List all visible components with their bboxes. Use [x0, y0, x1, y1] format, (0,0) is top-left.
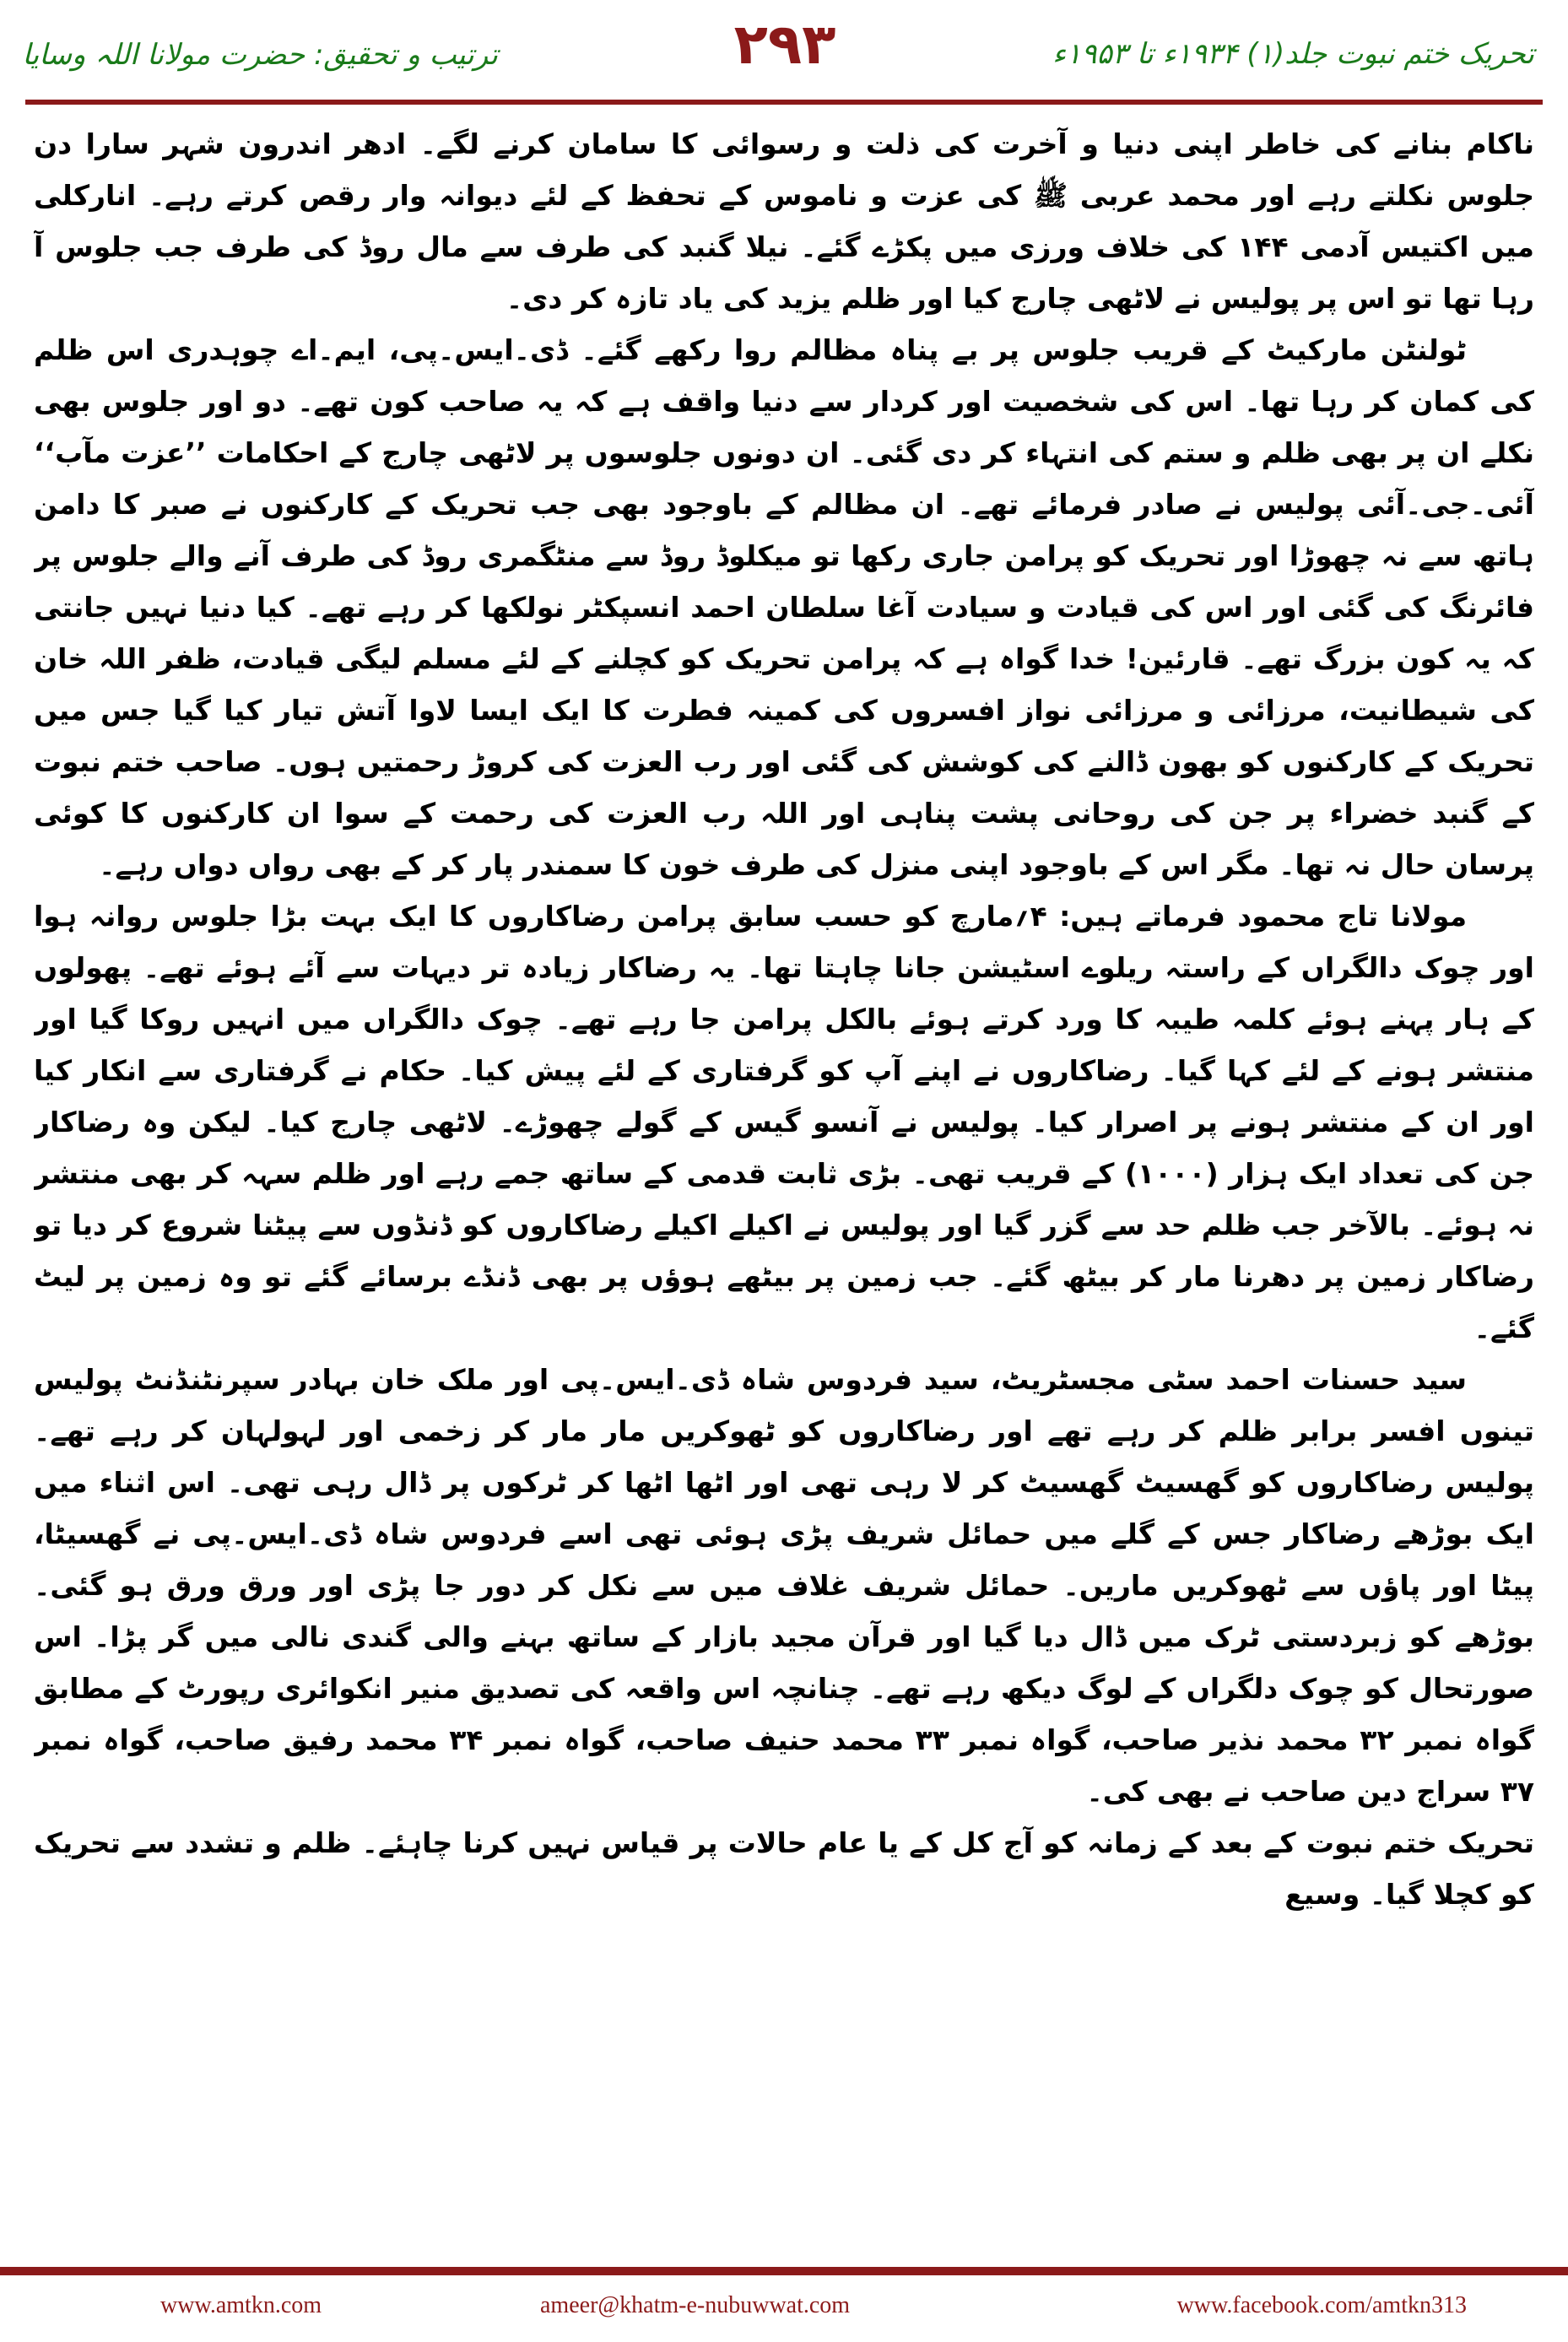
page-header	[0, 0, 1568, 118]
document-body	[34, 118, 1534, 2245]
paragraph-2: ٹولنٹن مارکیٹ کے قریب جلوس پر بے پناہ مظالم روا رکھے گئے۔ ڈی۔ایس۔پی، ایم۔اے چوہدری اس ظلم کی کمان کر رہا تھا۔ اس کی شخصیت اور کردار سے دنیا واقف ہے کہ یہ صاحب کون تھے۔ دو اور جلوس بھی نکلے ان پر بھی ظلم و ستم کی انتہاء کر دی گئی۔ ان دونوں جلوسوں پر لاٹھی چارج کے احکامات ’’عزت مآب‘‘ آئی۔جی۔آئی پولیس نے صادر فرمائے تھے۔ ان مظالم کے باوجود بھی جب تحریک کے کارکنوں نے صبر کا دامن ہاتھ سے نہ چھوڑا اور تحریک کو پرامن جاری رکھا تو میکلوڈ روڈ سے منٹگمری روڈ کی طرف آنے والے جلوس پر فائرنگ کی گئی اور اس کی قیادت و سیادت آغا سلطان احمد انسپکٹر نولکھا کر رہے تھے۔ کیا دنیا نہیں جانتی کہ یہ کون بزرگ تھے۔ قارئین! خدا گواہ ہے کہ پرامن تحریک کو کچلنے کے لئے مسلم لیگی قیادت، ظفر اللہ خان کی شیطانیت، مرزائی و مرزائی نواز افسروں کی کمینہ فطرت کا ایک ایسا لاوا آتش تیار کیا گیا جس میں تحریک کے کارکنوں کو بھون ڈالنے کی کوشش کی گئی اور رب العزت کی کروڑ رحمتیں ہوں۔ صاحب ختم نبوت کے گنبد خضراء پر جن کی روحانی پشت پناہی اور اللہ رب العزت کی رحمت کے سوا ان کارکنوں کا کوئی پرسان حال نہ تھا۔ مگر اس کے باوجود اپنی منزل کی طرف خون کا سمندر پار کر کے بھی رواں دواں رہے۔	[34, 333, 1534, 881]
paragraph-5: تحریک ختم نبوت کے بعد کے زمانہ کو آج کل کے یا عام حالات پر قیاس نہیں کرنا چاہئے۔ ظلم و تشدد سے تحریک کو کچلا گیا۔ وسیع	[34, 1826, 1534, 1911]
footer-website-link[interactable]: www.amtkn.com	[160, 2292, 322, 2318]
footer-divider	[0, 2267, 1568, 2275]
footer-email-link[interactable]: ameer@khatm-e-nubuwwat.com	[540, 2292, 851, 2318]
footer-facebook-link[interactable]: www.facebook.com/amtkn313	[1176, 2292, 1467, 2318]
paragraph-4: سید حسنات احمد سٹی مجسٹریٹ، سید فردوس شاہ ڈی۔ایس۔پی اور ملک خان بہادر سپرنٹنڈنٹ پولیس تینوں افسر برابر ظلم کر رہے تھے اور رضاکاروں کو ٹھوکریں مار مار کر زخمی اور لہولہان کر رہے تھے۔ پولیس رضاکاروں کو گھسیٹ گھسیٹ کر لا رہی تھی اور اٹھا اٹھا کر ٹرکوں پر ڈال رہی تھی۔ اس اثناء میں ایک بوڑھے رضاکار جس کے گلے میں حمائل شریف پڑی ہوئی تھی اسے فردوس شاہ ڈی۔ایس۔پی نے گھسیٹا، پیٹا اور پاؤں سے ٹھوکریں ماریں۔ حمائل شریف غلاف میں سے نکل کر دور جا پڑی اور ورق ورق ہو گئی۔ بوڑھے کو زبردستی ٹرک میں ڈال دیا گیا اور قرآن مجید بازار کے ساتھ بہنے والی گندی نالی میں گر پڑا۔ اس صورتحال کو چوک دلگراں کے لوگ دیکھ رہے تھے۔ چنانچہ اس واقعہ کی تصدیق منیر انکوائری رپورٹ کے مطابق گواہ نمبر ۳۲ محمد نذیر صاحب، گواہ نمبر ۳۳ محمد حنیف صاحب، گواہ نمبر ۳۴ محمد رفیق صاحب، گواہ نمبر ۳۷ سراج دین صاحب نے بھی کی۔	[34, 1363, 1534, 1808]
paragraph-3: مولانا تاج محمود فرماتے ہیں: ۴؍مارچ کو حسب سابق پرامن رضاکاروں کا ایک بہت بڑا جلوس روانہ ہوا اور چوک دالگراں کے راستہ ریلوے اسٹیشن جانا چاہتا تھا۔ یہ رضاکار زیادہ تر دیہات سے آئے ہوئے تھے۔ پھولوں کے ہار پہنے ہوئے کلمہ طیبہ کا ورد کرتے ہوئے بالکل پرامن جا رہے تھے۔ چوک دالگراں میں انہیں روکا گیا اور منتشر ہونے کے لئے کہا گیا۔ رضاکاروں نے اپنے آپ کو گرفتاری کے لئے پیش کیا۔ حکام نے گرفتاری سے انکار کیا اور ان کے منتشر ہونے پر اصرار کیا۔ پولیس نے آنسو گیس کے گولے چھوڑے۔ لاٹھی چارج کیا۔ لیکن وہ رضاکار جن کی تعداد ایک ہزار (۱۰۰۰) کے قریب تھی۔ بڑی ثابت قدمی کے ساتھ جمے رہے اور ظلم سہہ کر بھی منتشر نہ ہوئے۔ بالآخر جب ظلم حد سے گزر گیا اور پولیس نے اکیلے اکیلے رضاکاروں کو ڈنڈوں سے پیٹنا شروع کر دیا تو رضاکار زمین پر دھرنا مار کر بیٹھ گئے۔ جب زمین پر بیٹھے ہوؤں پر بھی ڈنڈے برسائے گئے تو وہ زمین پر لیٹ گئے۔	[34, 900, 1534, 1344]
header-compiler-credit: ترتیب و تحقیق: حضرت مولانا اللہ وسایا	[22, 38, 498, 72]
header-book-title: تحریک ختم نبوت جلد(۱) ۱۹۳۴ء تا ۱۹۵۳ء	[1052, 37, 1534, 71]
paragraph-1: ناکام بنانے کی خاطر اپنی دنیا و آخرت کی ذلت و رسوائی کا سامان کرنے لگے۔ ادھر اندرون شہر سارا دن جلوس نکلتے رہے اور محمد عربی ﷺ کی عزت و ناموس کے تحفظ کے لئے دیوانہ وار رقص کرتے رہے۔ انارکلی میں اکتیس آدمی ۱۴۴ کی خلاف ورزی میں پکڑے گئے۔ نیلا گنبد کی طرف سے مال روڈ کی طرف جب جلوس آ رہا تھا تو اس پر پولیس نے لاٹھی چارج کیا اور ظلم یزید کی یاد تازہ کر دی۔	[34, 127, 1534, 315]
header-divider	[25, 100, 1543, 105]
page-footer	[0, 2292, 1568, 2334]
page-number: ۲۹۳	[733, 12, 836, 77]
